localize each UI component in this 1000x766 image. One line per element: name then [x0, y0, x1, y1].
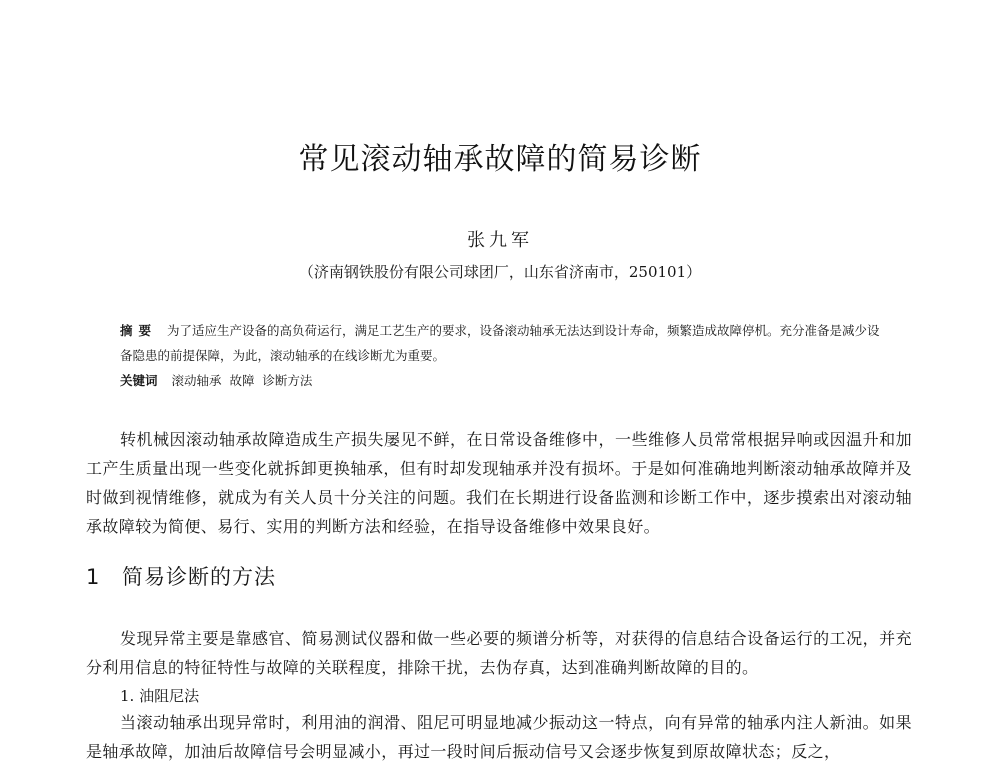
section-title: 简易诊断的方法	[122, 565, 276, 589]
subsection-paragraph: 当滚动轴承出现异常时，利用油的润滑、阻尼可明显地减少振动这一特点，向有异常的轴承内注人新油。如果是轴承故障，加油后故障信号会明显减小，再过一段时间后振动信号又会逐步恢复到原故障状态；反之，	[86, 713, 912, 761]
paper-title: 常见滚动轴承故障的简易诊断	[298, 142, 702, 177]
author-name: 张九军	[467, 230, 533, 251]
author-affiliation: （济南钢铁股份有限公司球团厂，山东省济南市，250101）	[298, 263, 702, 281]
abstract-text: 为了适应生产设备的高负荷运行，满足工艺生产的要求，设备滚动轴承无法达到设计寿命，频繁造成故障停机。充分准备是减少设备隐患的前提保障，为此，滚动轴承的在线诊断尤为重要。	[120, 323, 880, 363]
keywords-label: 关键词	[120, 373, 158, 388]
abstract-label: 摘要	[120, 323, 158, 338]
section-paragraph: 发现异常主要是靠感官、简易测试仪器和做一些必要的频谱分析等，对获得的信息结合设备运行的工况，并充分利用信息的特征特性与故障的关联程度，排除干扰，去伪存真，达到准确判断故障的目的。	[86, 629, 912, 677]
keywords-text: 滚动轴承 故障 诊断方法	[171, 373, 313, 388]
subsection-heading: 1. 油阻尼法	[120, 687, 200, 705]
intro-paragraph: 转机械因滚动轴承故障造成生产损失屡见不鲜，在日常设备维修中，一些维修人员常常根据异响或因温升和加工产生质量出现一些变化就拆卸更换轴承，但有时却发现轴承并没有损坏。于是如何准确地判断滚动轴承故障并及时做到视情维修，就成为有关人员十分关注的问题。我们在长期进行设备监测和诊断工作中，逐步摸索出对滚动轴承故障较为简便、易行、实用的判断方法和经验，在指导设备维修中效果良好。	[86, 430, 912, 536]
keywords	[120, 368, 880, 393]
section-number: 1	[86, 565, 101, 589]
section-heading	[86, 562, 276, 592]
abstract	[120, 318, 880, 368]
